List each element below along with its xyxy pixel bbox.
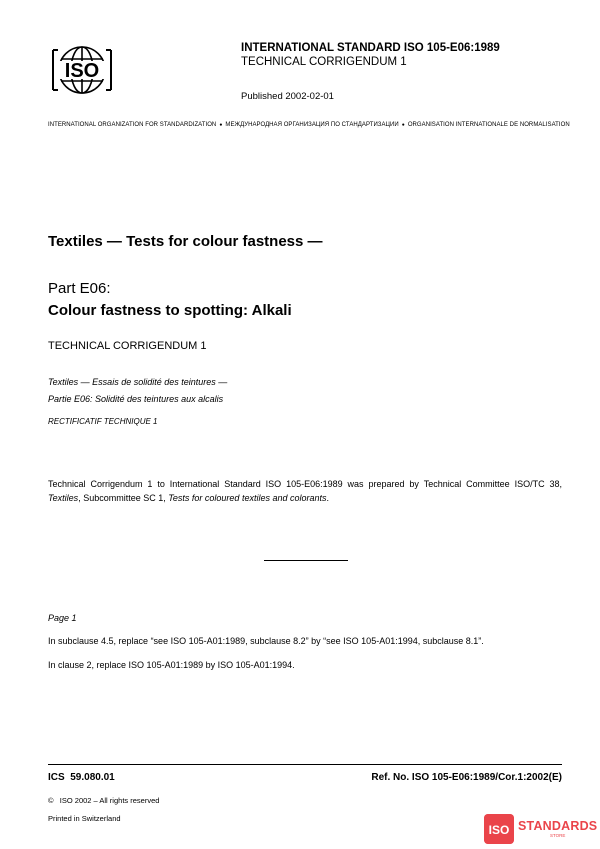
printed-location: Printed in Switzerland	[48, 814, 121, 823]
iso-logo	[48, 44, 116, 96]
bullet-separator: ●	[219, 122, 223, 128]
watermark-text: STANDARDS	[518, 818, 598, 833]
intro-text: Technical Corrigendum 1 to International Standard ISO 105-E06:1989 was prepared by Technical Committee ISO/TC 38,	[48, 479, 562, 489]
watermark-logo-icon	[484, 814, 514, 844]
intro-paragraph	[48, 478, 562, 505]
corrigendum-label: TECHNICAL CORRIGENDUM 1	[48, 340, 207, 352]
part-title: Colour fastness to spotting: Alkali	[48, 302, 292, 319]
french-part-title: Partie E06: Solidité des teintures aux alcalis	[48, 394, 224, 404]
org-name-english: INTERNATIONAL ORGANIZATION FOR STANDARDIZATION	[48, 122, 217, 128]
part-number: Part E06:	[48, 280, 111, 297]
ics-code: ICS 59.080.01	[48, 772, 115, 783]
reference-number: Ref. No. ISO 105-E06:1989/Cor.1:2002(E)	[371, 772, 562, 783]
subcommittee-name: Tests for coloured textiles and colorants	[168, 492, 327, 503]
organization-names	[48, 122, 568, 128]
org-name-french: ORGANISATION INTERNATIONALE DE NORMALISATION	[407, 122, 570, 128]
intro-text: , Subcommittee SC 1,	[78, 492, 169, 503]
watermark-subtext: STORE	[549, 832, 566, 838]
copyright-notice: © ISO 2002 – All rights reserved	[48, 796, 160, 805]
correction-line: In subclause 4.5, replace “see ISO 105-A01:1989, subclause 8.2” by “see ISO 105-A01:1994, subclause 8.1”.	[48, 636, 484, 646]
svg-text:ISO: ISO	[488, 823, 510, 837]
page-reference: Page 1	[48, 613, 77, 623]
bullet-separator: ●	[401, 122, 405, 128]
footer-divider	[48, 764, 562, 765]
org-name-russian: МЕЖДУНАРОДНАЯ ОРГАНИЗАЦИЯ ПО СТАНДАРТИЗАЦИИ	[225, 122, 399, 128]
section-divider	[264, 560, 348, 561]
iso-logo-text: ISO	[64, 60, 100, 82]
corrigendum-designation: TECHNICAL CORRIGENDUM 1	[241, 56, 407, 68]
correction-line: In clause 2, replace ISO 105-A01:1989 by ISO 105-A01:1994.	[48, 660, 295, 670]
standard-designation: INTERNATIONAL STANDARD ISO 105-E06:1989	[241, 42, 500, 54]
published-date: Published 2002-02-01	[241, 91, 334, 102]
committee-name: Textiles	[48, 492, 79, 503]
french-corrigendum-label: RECTIFICATIF TECHNIQUE 1	[48, 417, 158, 426]
store-watermark	[484, 812, 597, 846]
intro-text: .	[326, 492, 330, 503]
french-title: Textiles — Essais de solidité des teintures —	[48, 377, 228, 387]
document-title: Textiles — Tests for colour fastness —	[48, 233, 323, 250]
